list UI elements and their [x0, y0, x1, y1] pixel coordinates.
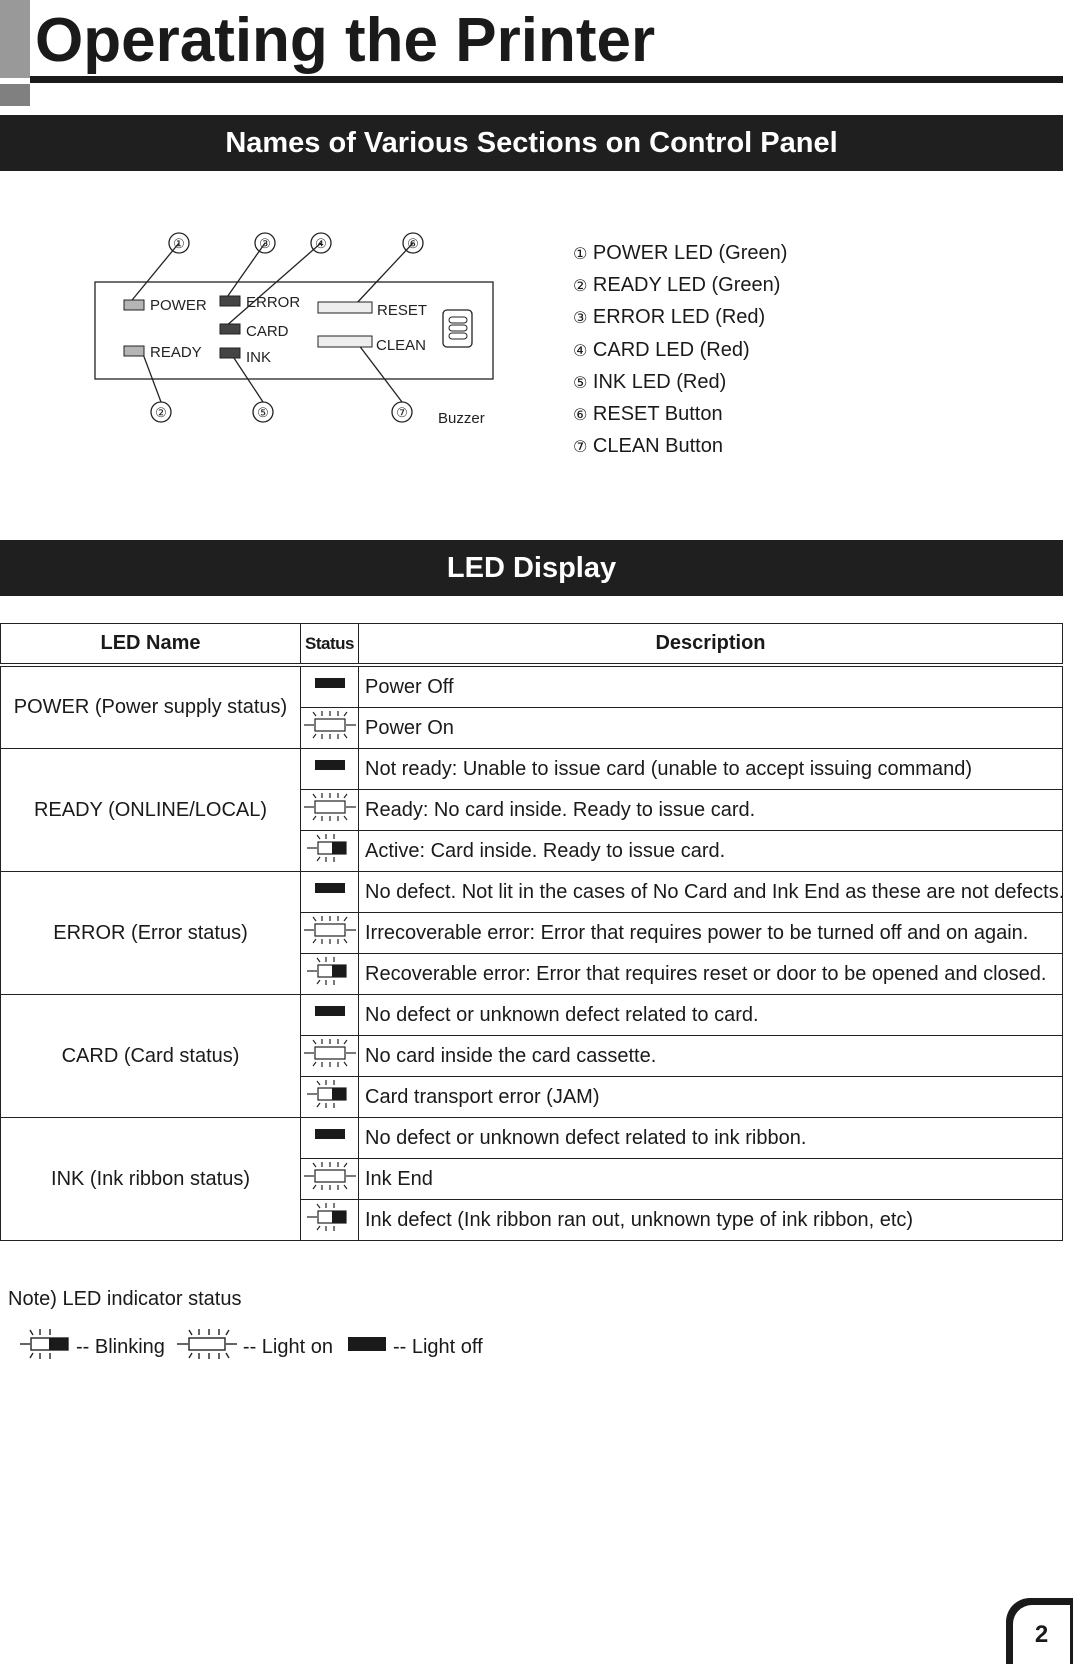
status-off-icon: [301, 1118, 359, 1159]
description-cell: Power On: [359, 708, 1063, 749]
header-led-name: LED Name: [1, 624, 301, 664]
status-off-icon: [301, 872, 359, 913]
description-cell: No defect. Not lit in the cases of No Card and Ink End as these are not defects.: [359, 872, 1063, 913]
callout-4: ④: [315, 236, 327, 251]
legend-item: ① POWER LED (Green): [573, 242, 788, 264]
table-row: [1, 749, 1063, 790]
description-cell: Recoverable error: Error that requires reset or door to be opened and closed.: [359, 954, 1063, 995]
light-on-label: -- Light on: [242, 1335, 333, 1358]
description-cell: Power Off: [359, 667, 1063, 708]
description-cell: No defect or unknown defect related to card.: [359, 995, 1063, 1036]
callout-7: ⑦: [396, 405, 408, 420]
description-cell: No defect or unknown defect related to ink ribbon.: [359, 1118, 1063, 1159]
callout-3: ③: [259, 236, 271, 251]
description-cell: Active: Card inside. Ready to issue card.: [359, 831, 1063, 872]
blinking-label: -- Blinking: [76, 1335, 165, 1358]
label-buzzer: Buzzer: [438, 410, 485, 427]
page-title: Operating the Printer: [35, 6, 656, 75]
description-cell: Ink defect (Ink ribbon ran out, unknown type of ink ribbon, etc): [359, 1200, 1063, 1241]
title-rule: [30, 76, 1063, 83]
status-off-icon: [301, 749, 359, 790]
panel-legend: [573, 238, 787, 463]
led-name-cell: ERROR (Error status): [1, 872, 301, 995]
clean-button: [318, 336, 372, 347]
blinking-icon: [18, 1326, 72, 1368]
label-power: POWER: [150, 297, 207, 314]
label-error: ERROR: [246, 294, 301, 311]
header-status: Status: [301, 624, 359, 664]
status-on-icon: [301, 708, 359, 749]
note-legend: [18, 1326, 483, 1368]
reset-button: [318, 302, 372, 313]
status-on-icon: [301, 790, 359, 831]
ink-led: [220, 348, 240, 358]
table-row: [1, 872, 1063, 913]
control-panel-diagram: [80, 230, 510, 440]
status-on-icon: [301, 913, 359, 954]
legend-item: ④ CARD LED (Red): [573, 338, 750, 361]
description-cell: Irrecoverable error: Error that requires power to be turned off and on again.: [359, 913, 1063, 954]
light-on-icon: [175, 1326, 239, 1368]
description-cell: No card inside the card cassette.: [359, 1036, 1063, 1077]
table-row: [1, 667, 1063, 708]
callout-5: ⑤: [257, 405, 269, 420]
status-off-icon: [301, 667, 359, 708]
note-title: Note) LED indicator status: [8, 1288, 242, 1310]
error-led: [220, 296, 240, 306]
page-number: 2: [1010, 1602, 1070, 1664]
status-on-icon: [301, 1159, 359, 1200]
led-name-cell: CARD (Card status): [1, 995, 301, 1118]
section-heading-led-display: LED Display: [0, 540, 1063, 596]
table-row: [1, 995, 1063, 1036]
ready-led: [124, 346, 144, 356]
status-blink-icon: [301, 1200, 359, 1241]
legend-item: ⑦ CLEAN Button: [573, 435, 723, 458]
buzzer-icon: [443, 310, 472, 347]
title-tab-marker: [0, 0, 30, 78]
light-off-icon: [347, 1334, 387, 1360]
led-status-table: [0, 623, 1063, 1241]
status-off-icon: [301, 995, 359, 1036]
legend-item: ③ ERROR LED (Red): [573, 306, 766, 329]
label-ink: INK: [246, 349, 272, 366]
status-blink-icon: [301, 831, 359, 872]
label-ready: READY: [150, 344, 202, 361]
legend-item: ⑤ INK LED (Red): [573, 370, 727, 393]
power-led: [124, 300, 144, 310]
status-on-icon: [301, 1036, 359, 1077]
led-name-cell: READY (ONLINE/LOCAL): [1, 749, 301, 872]
table-row: [1, 1118, 1063, 1159]
description-cell: Card transport error (JAM): [359, 1077, 1063, 1118]
status-blink-icon: [301, 954, 359, 995]
led-name-cell: POWER (Power supply status): [1, 667, 301, 749]
callout-1: ①: [173, 236, 185, 251]
card-led: [220, 324, 240, 334]
label-reset: RESET: [377, 302, 428, 319]
legend-item: ② READY LED (Green): [573, 274, 781, 297]
callout-6: ⑥: [407, 236, 419, 251]
description-cell: Not ready: Unable to issue card (unable to accept issuing command): [359, 749, 1063, 790]
legend-item: ⑥ RESET Button: [573, 403, 723, 426]
status-blink-icon: [301, 1077, 359, 1118]
light-off-label: -- Light off: [392, 1335, 483, 1358]
label-card: CARD: [246, 323, 289, 340]
led-name-cell: INK (Ink ribbon status): [1, 1118, 301, 1241]
header-description: Description: [359, 624, 1063, 664]
callout-2: ②: [155, 405, 167, 420]
section-heading-control-panel: Names of Various Sections on Control Panel: [0, 115, 1063, 171]
description-cell: Ink End: [359, 1159, 1063, 1200]
description-cell: Ready: No card inside. Ready to issue card.: [359, 790, 1063, 831]
title-tab-marker-lower: [0, 84, 30, 106]
label-clean: CLEAN: [376, 337, 427, 354]
